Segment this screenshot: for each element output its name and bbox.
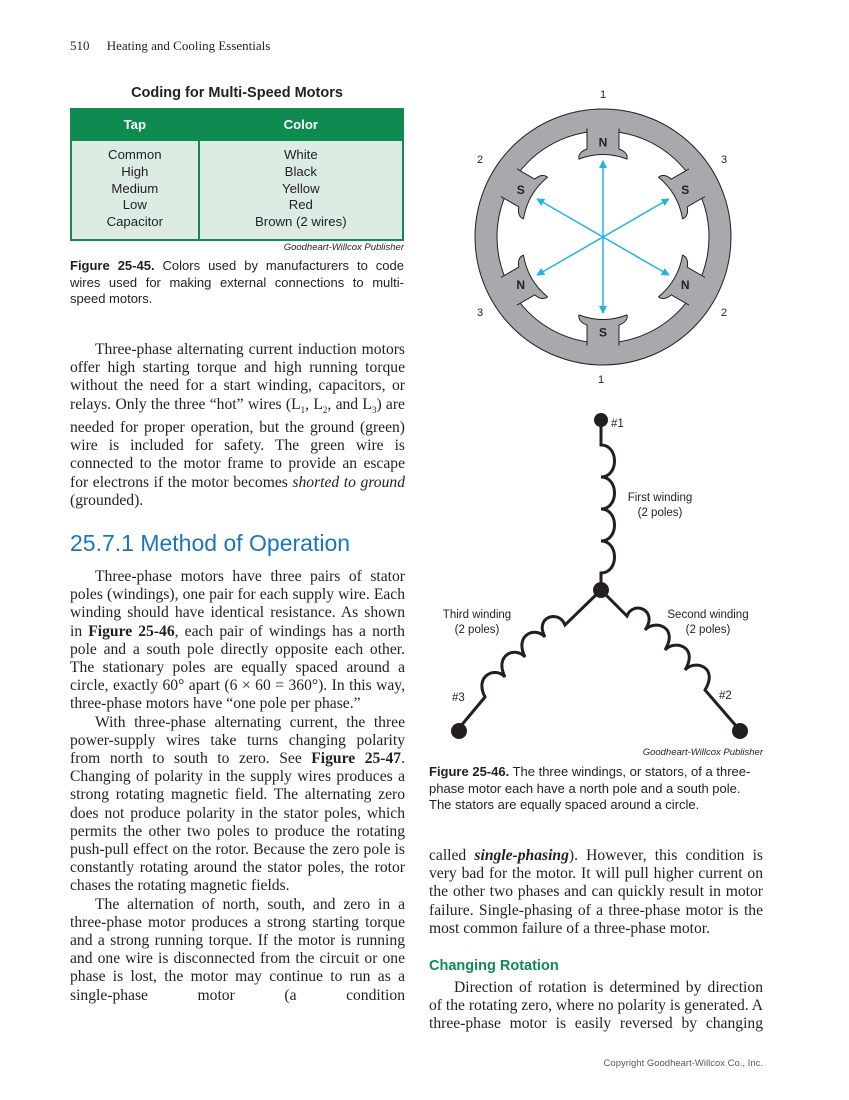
pole-label: N [598, 135, 608, 150]
tap-cell [71, 140, 199, 240]
second-winding-label: Second winding [667, 609, 749, 621]
text-run: The alternation of north, south, and zero in a three-phase motor produces a strong starting torque and a strong running torque. If the motor is running and one wire is disconnected from the circuit or one phase is lost, the motor may continue to run as a single-phase motor (a condition [70, 895, 405, 1004]
color-value: White [283, 147, 318, 162]
phase-label: 3 [477, 307, 484, 319]
text-run: Three-phase alternating current induction motors offer high starting torque and high running torque without the need for a start winding, capacitors, or relays. Only the three “hot” wires (L [70, 341, 405, 413]
pole-label: N [516, 278, 526, 292]
first-winding-coil [601, 420, 615, 590]
column-header-tap: Tap [71, 109, 199, 140]
phase-label: 3 [721, 154, 728, 166]
text-run: ) are needed for proper operation, but the ground (green) wire is included for safety. The green wire is connected to the motor frame to provide an escape for electrons if the motor becomes [70, 395, 405, 491]
italic-term: shorted to ground [292, 473, 405, 491]
column-header-color: Color [199, 109, 403, 140]
text-run: Direction of rotation is determined by direction of the rotating zero, where no polarity is generated. A three-phase motor is easily reversed by changing [429, 979, 763, 1033]
pole-label: S [598, 325, 608, 340]
text-run: called [429, 847, 475, 864]
phase-label: 2 [721, 307, 728, 319]
color-value: Red [288, 197, 313, 213]
tap-value: Medium [111, 180, 159, 196]
figure-reference: Figure 25-46 [88, 622, 175, 640]
tap-value: Capacitor [106, 214, 164, 230]
table-row [71, 140, 403, 240]
caption-text: Colors used by manufacturers to code wires used for making external connections to multi-speed motors. [70, 258, 404, 306]
intro-paragraph [70, 341, 405, 510]
figure-reference: Figure 25-47 [311, 750, 402, 768]
text-run: , L [305, 395, 323, 413]
tap-value: Low [122, 197, 147, 213]
color-value: Yellow [281, 180, 320, 196]
caption-label: Figure 25-45. [70, 258, 155, 273]
color-value: Black [284, 163, 317, 179]
book-title: Heating and Cooling Essentials [106, 38, 271, 53]
section-body-left [70, 568, 405, 1005]
copyright-footer: Copyright Goodheart-Willcox Co., Inc. [603, 1058, 763, 1069]
terminal-3-label: #3 [452, 692, 465, 704]
pole-label: N [680, 278, 690, 292]
caption-text: The three windings, or stators, of a three-phase motor each have a north pole and a south pole. The stators are equally spaced around a circle. [429, 764, 751, 812]
subsection-body [429, 979, 763, 1034]
phase-label: 2 [477, 154, 484, 166]
third-winding-poles: (2 poles) [454, 624, 500, 636]
terminal-2-label: #2 [719, 690, 732, 702]
center-node-dot [593, 582, 609, 598]
winding-diagram [430, 405, 770, 750]
text-run: ). However, this condition is very bad for the motor. It will pull higher current on the other two phases and can quickly result in motor failure. Single-phasing of a three-phase motor is the most common failure of a three-phase motor. [429, 847, 763, 937]
paragraph [70, 896, 405, 1005]
paragraph [70, 714, 405, 896]
subscript: 2 [322, 404, 328, 415]
first-winding-label: First winding [627, 492, 693, 504]
running-head [70, 38, 270, 54]
section-body-right [429, 847, 763, 938]
figure-caption [429, 764, 763, 814]
subscript: 1 [300, 404, 306, 415]
subsection-heading: Changing Rotation [429, 958, 559, 974]
figure-caption [70, 258, 404, 308]
second-winding-poles: (2 poles) [685, 624, 731, 636]
coding-table [70, 108, 404, 241]
page-number: 510 [70, 38, 90, 53]
phase-label: 1 [598, 374, 605, 386]
color-value: Brown (2 wires) [255, 214, 347, 230]
third-winding-label: Third winding [442, 609, 512, 621]
tap-value: Common [108, 147, 162, 162]
paragraph [70, 568, 405, 714]
terminal-1-label: #1 [611, 418, 624, 430]
text-run: (grounded). [70, 491, 144, 509]
terminal-2-dot [732, 723, 748, 739]
stator-diagram [460, 82, 760, 392]
color-cell [199, 140, 403, 240]
text-run: With three-phase alternating current, the three power-supply wires take turns changing polarity from north to south to zero. See [70, 713, 405, 768]
key-term: single-phasing [474, 847, 569, 864]
subscript: 3 [371, 404, 377, 415]
table-title: Coding for Multi-Speed Motors [131, 85, 343, 101]
section-heading: 25.7.1 Method of Operation [70, 530, 351, 556]
text-run: Three-phase motors have three pairs of stator poles (windings), one pair for each supply wire. Each winding should have identical resistance. As shown in [70, 568, 405, 640]
terminal-1-dot [594, 413, 608, 427]
text-run: , each pair of windings has a north pole and a south pole directly opposite each other. The stationary poles are equally spaced around a circle, exactly 60° apart (6 × 60 = 360°). In this way, three-phase motors have “one pole per phase.” [70, 622, 405, 713]
caption-label: Figure 25-46. [429, 764, 510, 779]
text-run: , and L [327, 395, 372, 413]
paragraph [429, 847, 763, 938]
pole-label: S [681, 183, 690, 197]
phase-label: 1 [600, 89, 607, 101]
pole-label: S [516, 183, 525, 197]
terminal-3-dot [451, 723, 467, 739]
figure-credit: Goodheart-Willcox Publisher [283, 242, 404, 253]
paragraph [429, 979, 763, 1034]
tap-value: High [121, 163, 149, 179]
figure-credit: Goodheart-Willcox Publisher [642, 747, 763, 758]
text-run: . Changing of polarity in the supply wires produces a strong rotating magnetic field. The alternating zero does not produce polarity in the stator poles, which permits the other two poles to produce the rotating push-pull effect on the rotor. Because the zero pole is constantly rotating around the stator poles, the rotor chases the rotating magnetic fields. [70, 750, 405, 895]
first-winding-poles: (2 poles) [637, 507, 683, 519]
